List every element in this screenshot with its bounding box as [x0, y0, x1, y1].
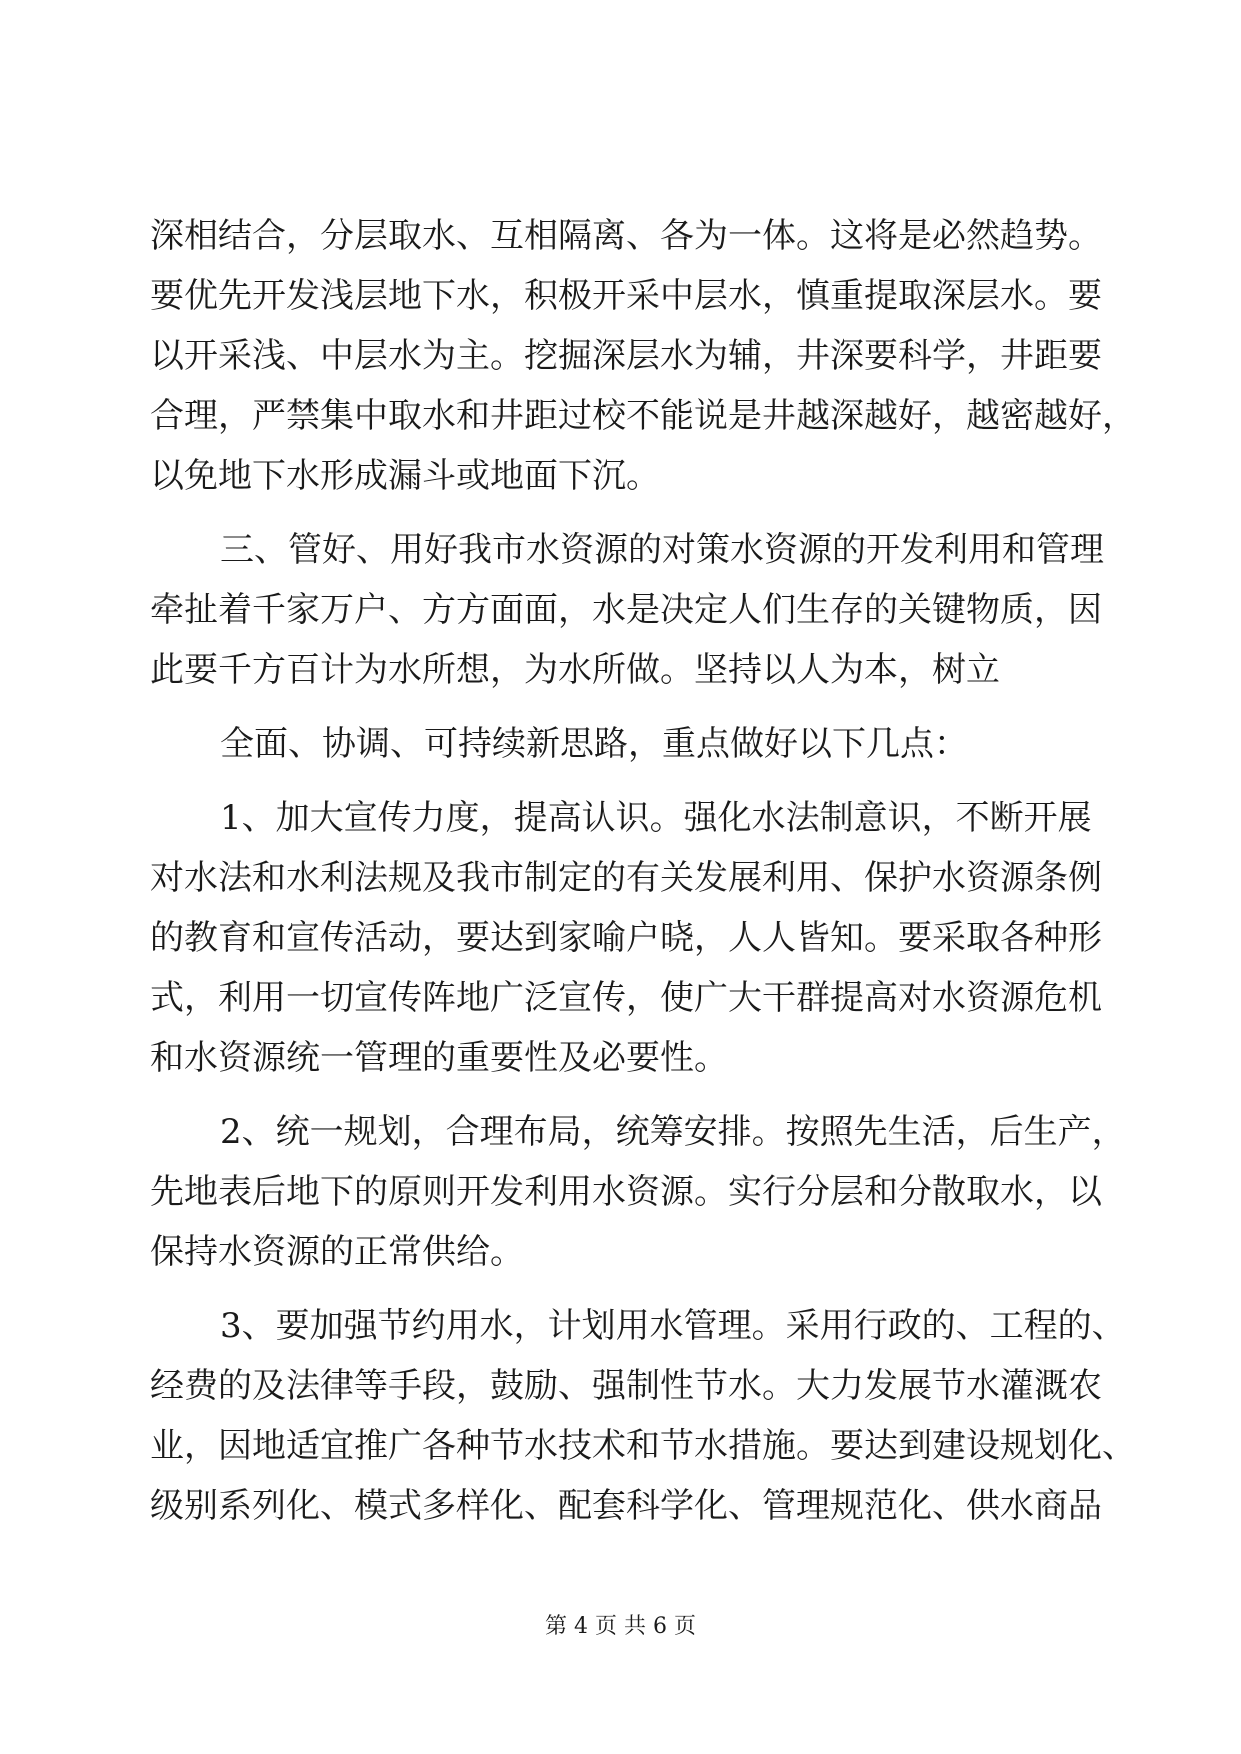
text-line: 级别系列化、模式多样化、配套科学化、管理规范化、供水商品 [150, 1486, 1102, 1526]
text-line: 此要千方百计为水所想，为水所做。坚持以人为本，树立 [150, 650, 1000, 690]
text-line: 全面、协调、可持续新思路，重点做好以下几点： [220, 724, 968, 764]
paragraph-3 [150, 714, 1090, 774]
paragraph-gap [150, 506, 1090, 520]
paragraph-2 [150, 520, 1104, 700]
text-line: 要优先开发浅层地下水，积极开采中层水，慎重提取深层水。要 [150, 276, 1102, 316]
text-line: 牵扯着千家万户、方方面面，水是决定人们生存的关键物质，因 [150, 590, 1102, 630]
paragraph-6 [150, 1296, 1136, 1536]
paragraph-4 [150, 788, 1102, 1088]
page-number-footer: 第 4 页 共 6 页 [545, 1614, 696, 1639]
text-line: 和水资源统一管理的重要性及必要性。 [150, 1038, 728, 1078]
text-line: 3、要加强节约用水，计划用水管理。采用行政的、工程的、 [220, 1306, 1126, 1346]
text-line: 以开采浅、中层水为主。挖掘深层水为辅，井深要科学，井距要 [150, 336, 1102, 376]
document-body [150, 206, 1136, 1536]
text-line: 合理，严禁集中取水和井距过校不能说是井越深越好，越密越好， [150, 396, 1136, 436]
paragraph-gap [150, 1282, 1090, 1296]
paragraph-gap [150, 1088, 1090, 1102]
text-line: 的教育和宣传活动，要达到家喻户晓，人人皆知。要采取各种形 [150, 918, 1102, 958]
text-line: 1、加大宣传力度，提高认识。强化水法制意识，不断开展 [220, 798, 1092, 838]
text-line: 深相结合，分层取水、互相隔离、各为一体。这将是必然趋势。 [150, 216, 1102, 256]
paragraph-gap [150, 774, 1090, 788]
text-line: 三、管好、用好我市水资源的对策水资源的开发利用和管理 [220, 530, 1104, 570]
text-line: 经费的及法律等手段，鼓励、强制性节水。大力发展节水灌溉农 [150, 1366, 1102, 1406]
text-line: 式，利用一切宣传阵地广泛宣传，使广大干群提高对水资源危机 [150, 978, 1102, 1018]
text-line: 先地表后地下的原则开发利用水资源。实行分层和分散取水，以 [150, 1172, 1102, 1212]
text-line: 业，因地适宜推广各种节水技术和节水措施。要达到建设规划化、 [150, 1426, 1136, 1466]
paragraph-1 [150, 206, 1136, 506]
text-line: 保持水资源的正常供给。 [150, 1232, 524, 1272]
paragraph-gap [150, 700, 1090, 714]
text-line: 对水法和水利法规及我市制定的有关发展利用、保护水资源条例 [150, 858, 1102, 898]
text-line: 2、统一规划，合理布局，统筹安排。按照先生活，后生产， [220, 1112, 1126, 1152]
text-line: 以免地下水形成漏斗或地面下沉。 [150, 456, 660, 496]
paragraph-5 [150, 1102, 1126, 1282]
